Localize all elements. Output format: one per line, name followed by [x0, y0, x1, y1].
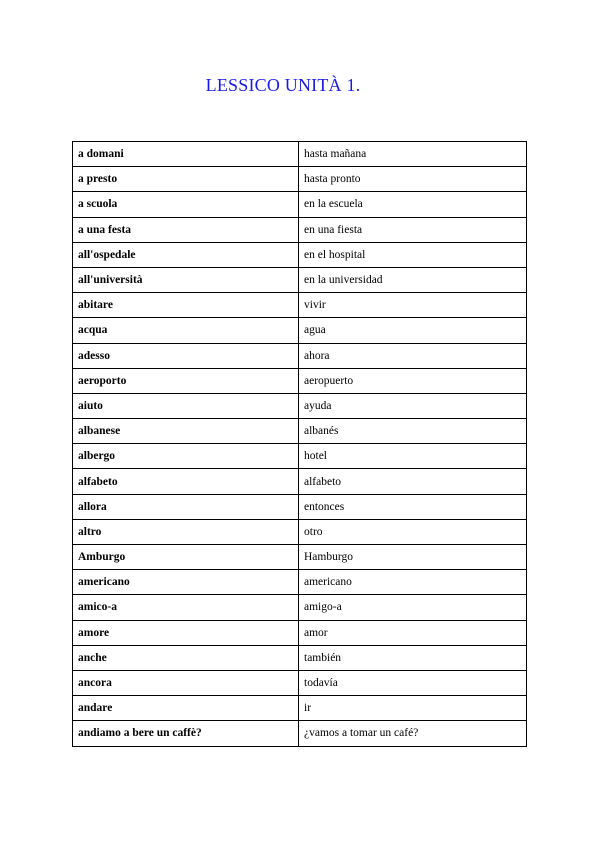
page-title: LESSICO UNITÀ 1.: [205, 75, 361, 95]
spanish-translation: hasta mañana: [299, 142, 527, 167]
spanish-translation: aeropuerto: [299, 368, 527, 393]
italian-term: abitare: [73, 293, 299, 318]
italian-term: acqua: [73, 318, 299, 343]
spanish-translation: amigo-a: [299, 595, 527, 620]
table-row: [73, 142, 527, 167]
spanish-translation: entonces: [299, 494, 527, 519]
table-row: [73, 192, 527, 217]
italian-term: altro: [73, 519, 299, 544]
table-row: [73, 645, 527, 670]
table-row: [73, 570, 527, 595]
table-row: [73, 343, 527, 368]
italian-term: anche: [73, 645, 299, 670]
table-row: [73, 545, 527, 570]
spanish-translation: amor: [299, 620, 527, 645]
table-row: [73, 444, 527, 469]
spanish-translation: ir: [299, 696, 527, 721]
spanish-translation: otro: [299, 519, 527, 544]
italian-term: albergo: [73, 444, 299, 469]
vocabulary-table: [72, 141, 527, 747]
spanish-translation: en la universidad: [299, 267, 527, 292]
italian-term: albanese: [73, 419, 299, 444]
spanish-translation: también: [299, 645, 527, 670]
table-row: [73, 267, 527, 292]
spanish-translation: ahora: [299, 343, 527, 368]
italian-term: americano: [73, 570, 299, 595]
table-row: [73, 217, 527, 242]
table-row: [73, 368, 527, 393]
spanish-translation: hotel: [299, 444, 527, 469]
table-row: [73, 393, 527, 418]
spanish-translation: en el hospital: [299, 242, 527, 267]
spanish-translation: hasta pronto: [299, 167, 527, 192]
spanish-translation: todavía: [299, 670, 527, 695]
table-row: [73, 670, 527, 695]
table-row: [73, 419, 527, 444]
table-row: [73, 318, 527, 343]
italian-term: a scuola: [73, 192, 299, 217]
italian-term: all'ospedale: [73, 242, 299, 267]
table-row: [73, 469, 527, 494]
vocabulary-table-body: [73, 142, 527, 747]
table-row: [73, 620, 527, 645]
spanish-translation: ¿vamos a tomar un café?: [299, 721, 527, 746]
italian-term: all'università: [73, 267, 299, 292]
italian-term: a domani: [73, 142, 299, 167]
table-row: [73, 494, 527, 519]
italian-term: amico-a: [73, 595, 299, 620]
spanish-translation: en la escuela: [299, 192, 527, 217]
italian-term: alfabeto: [73, 469, 299, 494]
italian-term: amore: [73, 620, 299, 645]
italian-term: adesso: [73, 343, 299, 368]
italian-term: a presto: [73, 167, 299, 192]
table-row: [73, 519, 527, 544]
table-row: [73, 721, 527, 746]
spanish-translation: americano: [299, 570, 527, 595]
table-row: [73, 293, 527, 318]
italian-term: aiuto: [73, 393, 299, 418]
italian-term: Amburgo: [73, 545, 299, 570]
spanish-translation: Hamburgo: [299, 545, 527, 570]
spanish-translation: albanés: [299, 419, 527, 444]
italian-term: andiamo a bere un caffè?: [73, 721, 299, 746]
italian-term: a una festa: [73, 217, 299, 242]
table-row: [73, 242, 527, 267]
italian-term: allora: [73, 494, 299, 519]
spanish-translation: ayuda: [299, 393, 527, 418]
table-row: [73, 167, 527, 192]
spanish-translation: agua: [299, 318, 527, 343]
spanish-translation: vivir: [299, 293, 527, 318]
table-row: [73, 696, 527, 721]
table-row: [73, 595, 527, 620]
spanish-translation: en una fiesta: [299, 217, 527, 242]
italian-term: ancora: [73, 670, 299, 695]
spanish-translation: alfabeto: [299, 469, 527, 494]
italian-term: aeroporto: [73, 368, 299, 393]
italian-term: andare: [73, 696, 299, 721]
